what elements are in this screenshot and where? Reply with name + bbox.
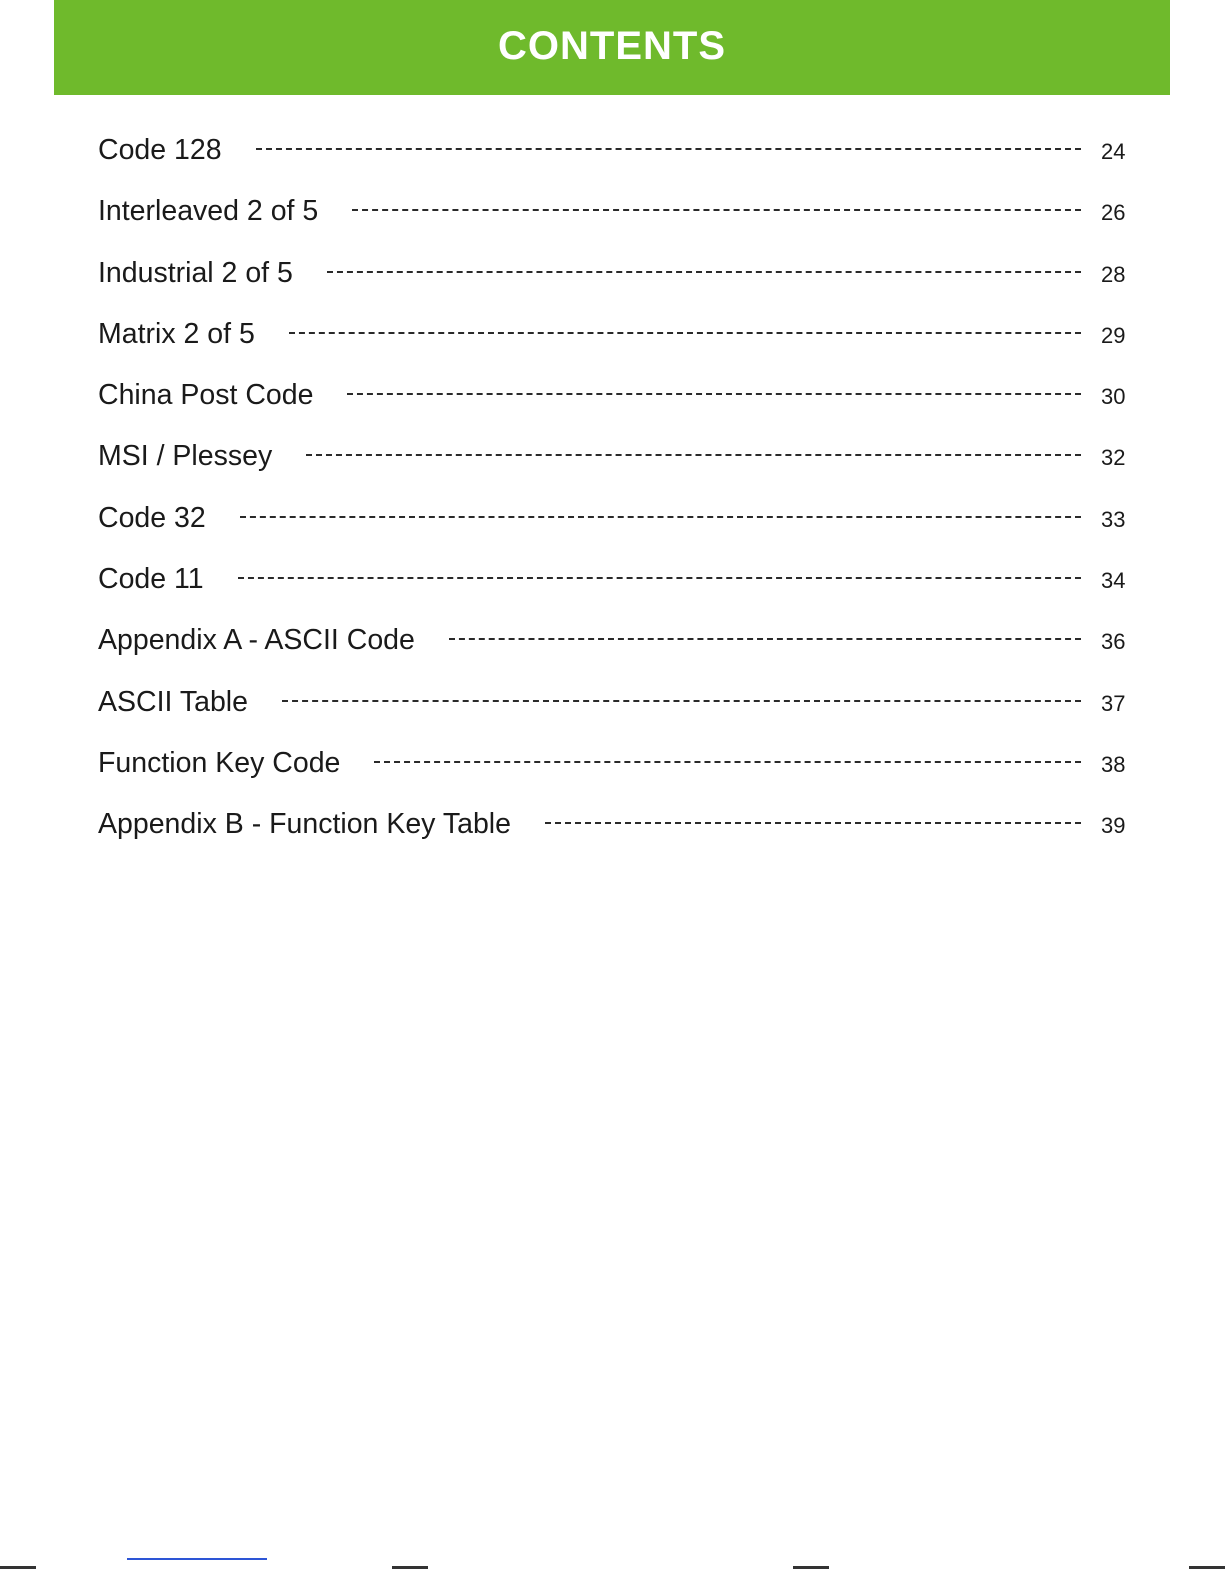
page-title: CONTENTS xyxy=(498,24,726,68)
toc-entry-label: Industrial 2 of 5 xyxy=(98,256,293,289)
crop-mark xyxy=(1189,1566,1225,1569)
dotted-leader xyxy=(352,209,1081,211)
toc-entry-appendix-a-ascii-code[interactable] xyxy=(98,620,1133,681)
toc-entry-label: Code 128 xyxy=(98,134,222,166)
toc-entry-code-32[interactable] xyxy=(98,498,1133,559)
dotted-leader xyxy=(289,332,1081,334)
toc-entry-page: 37 xyxy=(1101,690,1126,716)
toc-entry-interleaved-2-of-5[interactable] xyxy=(98,191,1133,252)
dotted-leader xyxy=(347,393,1081,395)
toc-entry-label: Code 11 xyxy=(98,563,204,596)
toc-entry-label: Function Key Code xyxy=(98,746,341,779)
toc-entry-label: Interleaved 2 of 5 xyxy=(98,195,319,228)
toc-entry-appendix-b-function-key-table[interactable] xyxy=(98,804,1133,865)
toc-entry-label: Appendix A - ASCII Code xyxy=(98,624,415,657)
toc-entry-page: 30 xyxy=(1101,384,1126,410)
dotted-leader xyxy=(238,577,1081,579)
dotted-leader xyxy=(282,700,1081,702)
toc-entry-page: 28 xyxy=(1101,261,1126,287)
toc-entry-function-key-code[interactable] xyxy=(98,743,1133,804)
toc-entry-label: Code 32 xyxy=(98,501,206,534)
toc-entry-msi-plessey[interactable] xyxy=(98,436,1133,497)
contents-header xyxy=(54,0,1170,95)
toc-entry-code-11[interactable] xyxy=(98,559,1133,620)
table-of-contents xyxy=(98,130,1133,866)
toc-entry-code-128[interactable] xyxy=(98,130,1133,191)
crop-mark xyxy=(793,1566,829,1569)
toc-entry-label: China Post Code xyxy=(98,379,314,412)
footer-rule xyxy=(127,1558,267,1560)
dotted-leader xyxy=(327,271,1081,273)
toc-entry-page: 32 xyxy=(1101,445,1126,471)
toc-entry-page: 24 xyxy=(1101,139,1126,164)
toc-entry-ascii-table[interactable] xyxy=(98,682,1133,743)
dotted-leader xyxy=(449,638,1081,640)
toc-entry-page: 33 xyxy=(1101,506,1126,532)
dotted-leader xyxy=(374,761,1081,763)
toc-entry-page: 26 xyxy=(1101,200,1126,226)
crop-mark xyxy=(392,1566,428,1569)
dotted-leader xyxy=(306,454,1081,456)
dotted-leader xyxy=(256,148,1081,150)
toc-entry-label: ASCII Table xyxy=(98,685,248,718)
toc-entry-page: 36 xyxy=(1101,629,1126,655)
toc-entry-page: 39 xyxy=(1101,813,1126,839)
toc-entry-page: 29 xyxy=(1101,322,1126,348)
toc-entry-matrix-2-of-5[interactable] xyxy=(98,314,1133,375)
toc-entry-page: 38 xyxy=(1101,751,1126,777)
toc-entry-page: 34 xyxy=(1101,568,1126,594)
toc-entry-label: MSI / Plessey xyxy=(98,440,273,473)
toc-entry-label: Matrix 2 of 5 xyxy=(98,317,255,350)
dotted-leader xyxy=(545,822,1081,824)
toc-entry-industrial-2-of-5[interactable] xyxy=(98,253,1133,314)
crop-mark xyxy=(0,1566,36,1569)
toc-entry-china-post-code[interactable] xyxy=(98,375,1133,436)
dotted-leader xyxy=(240,516,1081,518)
toc-entry-label: Appendix B - Function Key Table xyxy=(98,808,511,841)
